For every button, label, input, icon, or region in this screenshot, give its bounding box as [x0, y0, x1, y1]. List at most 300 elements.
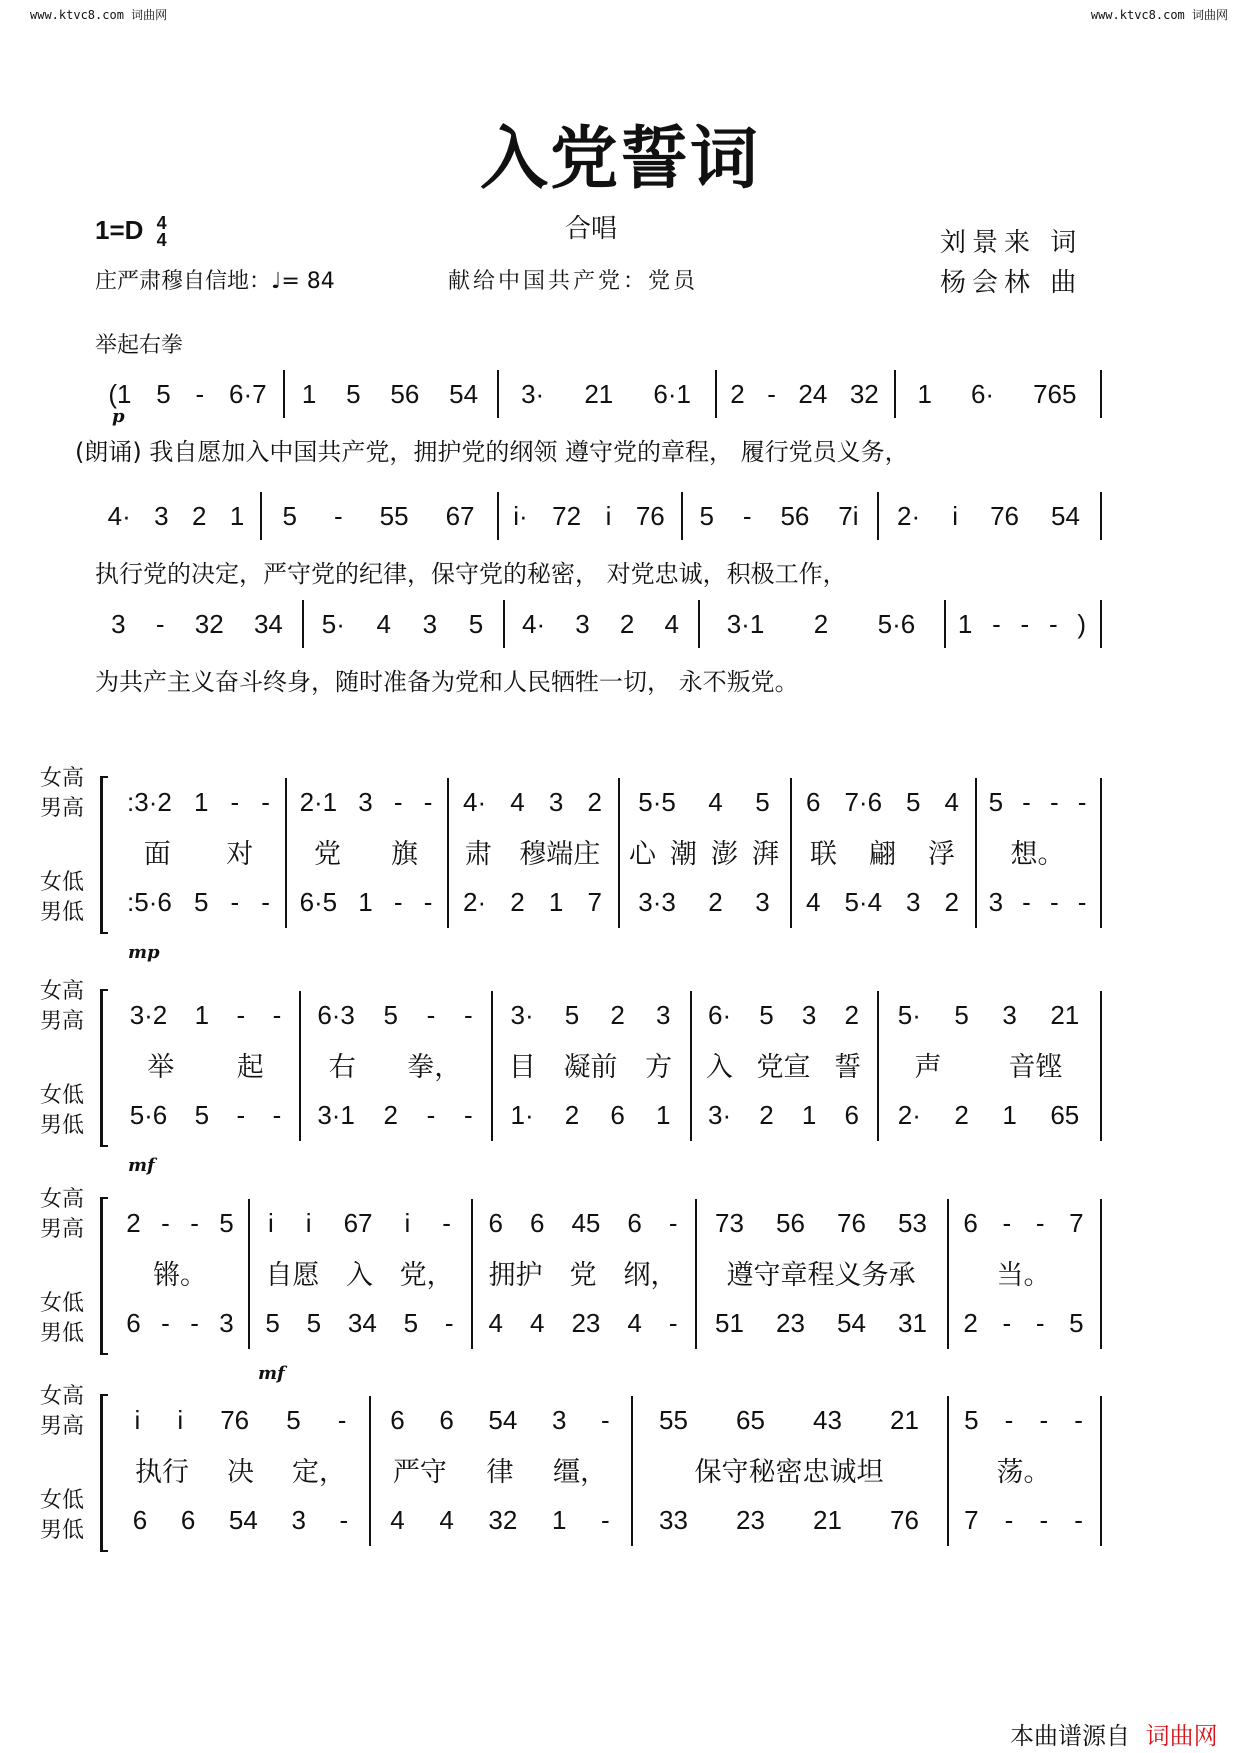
barline: [631, 1396, 633, 1546]
lower-measure: [451, 884, 614, 920]
subtitle: 合唱: [565, 214, 618, 244]
note: 2: [954, 1099, 969, 1130]
note: :3·2: [127, 786, 172, 817]
measure: [948, 606, 1096, 642]
lower-measure: [881, 1097, 1096, 1133]
voice-label: 女高: [40, 1384, 85, 1409]
note: 1: [957, 608, 973, 639]
note: 4: [806, 886, 821, 917]
note: -: [1004, 1504, 1014, 1535]
lyric-measure: [635, 1450, 943, 1486]
note: -: [161, 1307, 170, 1338]
note: 6·: [970, 378, 995, 409]
note: 3: [422, 608, 438, 639]
lyric-syllable: 浮: [928, 839, 955, 870]
measure: [96, 606, 298, 642]
lyric-measure: [373, 1450, 627, 1486]
note: -: [1077, 886, 1087, 917]
note: 2: [708, 886, 723, 917]
note: 6: [806, 786, 821, 817]
note: -: [393, 786, 403, 817]
note: 45: [571, 1207, 601, 1238]
barline: [698, 600, 700, 648]
voice-label: 女高: [40, 979, 85, 1004]
upper-measure: [475, 1205, 691, 1241]
voice-label: 男低: [40, 1113, 85, 1138]
note: 5: [699, 500, 714, 531]
note: -: [333, 500, 343, 531]
note: -: [339, 1504, 349, 1535]
note: 6: [132, 1504, 148, 1535]
note: -: [668, 1207, 678, 1238]
voice-label: 男高: [40, 796, 85, 821]
note: -: [426, 1099, 436, 1130]
note: -: [463, 1099, 473, 1130]
note: -: [1022, 886, 1031, 917]
lyric-syllable: 音铿: [1008, 1052, 1063, 1083]
voice-label: 男高: [40, 1009, 85, 1034]
note: -: [463, 999, 473, 1030]
note: -: [272, 1099, 282, 1130]
note: 6: [439, 1404, 454, 1435]
note: 765: [1033, 378, 1077, 409]
recitation-text: 执行党的决定，严守党的纪律，保守党的秘密， 对党忠诚，积极工作，: [95, 560, 847, 588]
note: 65: [736, 1404, 765, 1435]
lower-measure: [951, 1305, 1096, 1341]
note: 5: [988, 786, 1004, 817]
time-bottom: 4: [156, 230, 167, 251]
note: -: [1074, 1404, 1083, 1435]
note: -: [426, 999, 436, 1030]
system-bracket: [100, 776, 108, 934]
lyric-measure: [951, 1253, 1096, 1289]
note: -: [1035, 1207, 1045, 1238]
note: -: [1004, 1404, 1014, 1435]
barline: [877, 991, 879, 1141]
lyric-measure: [451, 832, 614, 868]
measure: [719, 376, 890, 412]
key-signature: [95, 215, 167, 249]
measure: [702, 606, 940, 642]
note: 5·5: [638, 786, 676, 817]
composer: 杨会林 曲: [940, 268, 1083, 298]
note: 51: [715, 1307, 744, 1338]
note: 33: [659, 1504, 688, 1535]
song-title: 入党誓词: [479, 120, 760, 199]
note: 2: [191, 500, 207, 531]
barline: [299, 991, 301, 1141]
voice-label: 男低: [40, 1321, 85, 1346]
note: 5: [156, 378, 171, 409]
note: 3: [551, 1404, 567, 1435]
barline: [894, 370, 896, 418]
note: -: [261, 886, 270, 917]
note: 3: [111, 608, 126, 639]
upper-measure: [622, 784, 786, 820]
note: (1: [108, 378, 132, 409]
barline: [283, 370, 285, 418]
measure: [507, 606, 694, 642]
note: 21: [1050, 999, 1080, 1030]
barline: [877, 492, 879, 540]
barline: [975, 778, 977, 928]
footer-site-logo: 词曲网: [1145, 1722, 1218, 1750]
note: 5: [468, 608, 484, 639]
lyric-syllable: 当。: [996, 1260, 1051, 1291]
note: 6·: [708, 999, 732, 1030]
note: 4·: [107, 500, 131, 531]
note: -: [442, 1207, 451, 1238]
barline: [302, 600, 304, 648]
note: 5: [306, 1307, 322, 1338]
system-bracket: [100, 1394, 108, 1552]
note: 1: [194, 999, 210, 1030]
note: 5: [282, 500, 297, 531]
note: 32: [488, 1504, 518, 1535]
voice-label: 女低: [40, 870, 85, 895]
lyric-syllable: 拳，: [407, 1052, 462, 1083]
note: 2: [510, 886, 525, 917]
lyric-syllable: 党: [569, 1260, 597, 1291]
lyric-syllable: 执行: [135, 1457, 189, 1488]
lyric-syllable: 潮: [670, 839, 697, 870]
note: 7: [1069, 1207, 1084, 1238]
measure: [881, 498, 1096, 534]
lower-measure: [116, 884, 281, 920]
note: 3: [154, 500, 169, 531]
lyric-syllable: 入: [345, 1260, 373, 1291]
note: 7: [964, 1504, 979, 1535]
lyric-syllable: 严守: [392, 1457, 447, 1488]
note: 76: [890, 1504, 919, 1535]
note: i: [605, 500, 612, 531]
voice-label: 男高: [40, 1217, 85, 1242]
note: 3: [291, 1504, 306, 1535]
note: 2: [587, 786, 602, 817]
lower-measure: [495, 1097, 686, 1133]
voice-label: 男高: [40, 1414, 85, 1439]
note: 3: [655, 999, 671, 1030]
note: 2: [126, 1207, 141, 1238]
lyric-syllable: 澎: [711, 839, 738, 870]
intro-direction: 举起右拳: [95, 333, 184, 358]
note: 76: [220, 1404, 250, 1435]
lyric-syllable: 穆端庄: [519, 839, 601, 870]
barline: [248, 1199, 250, 1349]
note: 3: [219, 1307, 234, 1338]
lyricist: 刘景来 词: [940, 228, 1083, 258]
note: 5: [964, 1404, 979, 1435]
note: 1: [358, 886, 373, 917]
note: -: [161, 1207, 170, 1238]
measure: [685, 498, 873, 534]
upper-measure: [979, 784, 1096, 820]
barline: [695, 1199, 697, 1349]
note: 6·5: [299, 886, 338, 917]
note: -: [1039, 1404, 1049, 1435]
measure: [264, 498, 493, 534]
note: 3: [988, 886, 1004, 917]
note: i: [305, 1207, 312, 1238]
lyric-syllable: 遵守章程义务承: [726, 1260, 916, 1291]
note: 24: [798, 378, 828, 409]
barline: [369, 1396, 371, 1546]
note: 5: [193, 886, 209, 917]
note: 4: [439, 1504, 454, 1535]
measure: [287, 376, 493, 412]
barline: [715, 370, 717, 418]
note: 34: [347, 1307, 377, 1338]
note: 5·6: [129, 1099, 168, 1130]
note: 67: [343, 1207, 373, 1238]
note: -: [992, 608, 1001, 639]
upper-measure: [794, 784, 971, 820]
lyric-syllable: 右: [328, 1052, 356, 1083]
note: 3·: [510, 999, 534, 1030]
note: 32: [849, 378, 879, 409]
note: 54: [488, 1404, 518, 1435]
barline: [1100, 600, 1102, 648]
note: 3: [906, 886, 921, 917]
voice-label-lower: [40, 1081, 84, 1141]
note: 5: [906, 786, 921, 817]
system-bracket: [100, 1197, 108, 1355]
note: 2: [963, 1307, 978, 1338]
upper-measure: [116, 1402, 365, 1438]
dynamic-marking: mf: [258, 1363, 285, 1384]
note: 5·6: [877, 608, 916, 639]
voice-label: 女高: [40, 766, 85, 791]
lyric-syllable: 缰，: [553, 1457, 608, 1488]
lower-measure: [635, 1502, 943, 1538]
lyric-measure: [622, 832, 786, 868]
note: 1: [801, 1099, 817, 1130]
note: 4·: [463, 786, 487, 817]
note: 2: [813, 608, 829, 639]
lyric-syllable: 党，: [399, 1260, 454, 1291]
note: 6: [963, 1207, 978, 1238]
note: -: [190, 1307, 199, 1338]
note: 3·1: [317, 1099, 355, 1130]
lyric-syllable: 心: [629, 839, 656, 870]
note: 53: [898, 1207, 927, 1238]
note: 4: [664, 608, 679, 639]
note: 2·: [897, 500, 921, 531]
lyric-syllable: 决: [227, 1457, 254, 1488]
barline: [471, 1199, 473, 1349]
lower-measure: [475, 1305, 691, 1341]
note: ): [1077, 608, 1087, 639]
upper-measure: [635, 1402, 943, 1438]
note: 5·: [897, 999, 921, 1030]
note: i: [952, 500, 958, 531]
voice-label-lower: [40, 1289, 84, 1349]
lyric-syllable: 律: [486, 1457, 514, 1488]
upper-measure: [951, 1402, 1096, 1438]
voice-label: 女高: [40, 1187, 85, 1212]
note: 7·6: [844, 786, 883, 817]
upper-measure: [252, 1205, 467, 1241]
lyric-syllable: 拥护: [488, 1260, 543, 1291]
lower-measure: [622, 884, 786, 920]
note: 5: [403, 1307, 419, 1338]
note: 3: [1002, 999, 1017, 1030]
note: 2·: [463, 886, 487, 917]
note: -: [1020, 608, 1030, 639]
note: 2: [730, 378, 745, 409]
lyric-syllable: 党宣: [756, 1052, 811, 1083]
upper-measure: [116, 784, 281, 820]
tempo-marking: 庄严肃穆自信地：♩= 84: [95, 269, 335, 294]
lower-measure: [951, 1502, 1096, 1538]
measure: [898, 376, 1096, 412]
note: 5: [954, 999, 969, 1030]
note: 56: [390, 378, 420, 409]
note: -: [444, 1307, 454, 1338]
note: 5: [759, 999, 774, 1030]
note: 2: [759, 1099, 774, 1130]
note: 6: [488, 1207, 503, 1238]
note: 3: [358, 786, 373, 817]
note: 1: [193, 786, 209, 817]
note: 5: [755, 786, 770, 817]
barline: [447, 778, 449, 928]
lyric-syllable: 目: [508, 1052, 536, 1083]
note: 55: [379, 500, 409, 531]
lyric-measure: [116, 1045, 295, 1081]
note: 73: [715, 1207, 744, 1238]
lyric-syllable: 旗: [391, 839, 418, 870]
note: 6·7: [229, 378, 267, 409]
measure: [306, 606, 499, 642]
barline: [1100, 1199, 1102, 1349]
barline: [681, 492, 683, 540]
note: 67: [445, 500, 475, 531]
note: 1: [551, 1504, 567, 1535]
lyric-measure: [699, 1253, 943, 1289]
note: 21: [890, 1404, 919, 1435]
note: -: [1002, 1307, 1012, 1338]
note: 4: [376, 608, 391, 639]
note: 5: [564, 999, 580, 1030]
note: 23: [776, 1307, 805, 1338]
lyric-syllable: 举: [147, 1052, 175, 1083]
note: -: [393, 886, 403, 917]
barline: [690, 991, 692, 1141]
lyric-syllable: 声: [914, 1052, 942, 1083]
note: 4: [510, 786, 525, 817]
upper-measure: [451, 784, 614, 820]
note: 2: [383, 1099, 398, 1130]
lyric-syllable: 自愿: [265, 1260, 320, 1291]
note: 4: [708, 786, 723, 817]
note: 56: [776, 1207, 805, 1238]
barline: [260, 492, 262, 540]
note: 5: [265, 1307, 280, 1338]
note: 6·3: [317, 999, 355, 1030]
lower-measure: [252, 1305, 467, 1341]
note: 5·: [321, 608, 345, 639]
lower-measure: [979, 884, 1096, 920]
lyric-syllable: 锵。: [153, 1260, 207, 1291]
note: -: [236, 999, 246, 1030]
recitation-text: 为共产主义奋斗终身，随时准备为党和人民牺牲一切， 永不叛党。: [95, 668, 799, 696]
note: 2·: [897, 1099, 921, 1130]
upper-measure: [694, 997, 873, 1033]
lower-measure: [289, 884, 443, 920]
note: 3: [548, 786, 564, 817]
note: 6: [844, 1099, 859, 1130]
voice-label-lower: [40, 1486, 84, 1546]
note: -: [742, 500, 752, 531]
lyric-measure: [951, 1450, 1096, 1486]
lyric-measure: [495, 1045, 686, 1081]
lyric-measure: [116, 1450, 365, 1486]
barline: [1100, 1396, 1102, 1546]
upper-measure: [881, 997, 1096, 1033]
voice-label-lower: [40, 868, 84, 928]
watermark-left: www.ktvc8.com 词曲网: [30, 8, 168, 22]
barline: [491, 991, 493, 1141]
note: 65: [1050, 1099, 1080, 1130]
lyric-syllable: 誓: [834, 1052, 862, 1083]
note: 2: [564, 1099, 580, 1130]
lyric-measure: [794, 832, 971, 868]
voice-label-upper: [40, 1382, 84, 1442]
note: -: [1022, 786, 1031, 817]
lyric-measure: [289, 832, 443, 868]
voice-label: 女低: [40, 1291, 85, 1316]
lyric-syllable: 联: [810, 839, 837, 870]
lyric-measure: [303, 1045, 487, 1081]
lyric-syllable: 荡。: [996, 1457, 1051, 1488]
note: 31: [898, 1307, 927, 1338]
dedication: 献给中国共产党：党员: [448, 269, 699, 294]
note: 1: [1002, 1099, 1017, 1130]
note: 7i: [838, 500, 859, 531]
note: -: [261, 786, 270, 817]
lyric-measure: [116, 832, 281, 868]
dynamic-marking: p: [112, 406, 125, 427]
note: 3: [755, 886, 770, 917]
barline: [497, 492, 499, 540]
note: :5·6: [127, 886, 172, 917]
note: 3·2: [129, 999, 168, 1030]
note: i: [177, 1404, 184, 1435]
lyric-syllable: 湃: [752, 839, 779, 870]
note: 76: [635, 500, 665, 531]
dynamic-marking: mf: [128, 1155, 155, 1176]
measure: [501, 498, 677, 534]
note: -: [236, 1099, 246, 1130]
lower-measure: [303, 1097, 487, 1133]
note: -: [1077, 786, 1087, 817]
recitation-text: (朗诵) 我自愿加入中国共产党，拥护党的纲领 遵守党的章程， 履行党员义务，: [75, 438, 909, 466]
lyric-syllable: 方: [645, 1052, 673, 1083]
note: i: [268, 1207, 274, 1238]
note: 6·1: [653, 378, 691, 409]
barline: [790, 778, 792, 928]
lyric-syllable: 起: [236, 1052, 264, 1083]
system-bracket: [100, 989, 108, 1147]
note: 2: [944, 886, 959, 917]
note: 4: [488, 1307, 503, 1338]
lyric-measure: [979, 832, 1096, 868]
note: 6: [610, 1099, 625, 1130]
note: 1: [655, 1099, 671, 1130]
note: 54: [837, 1307, 866, 1338]
note: 5: [346, 378, 361, 409]
